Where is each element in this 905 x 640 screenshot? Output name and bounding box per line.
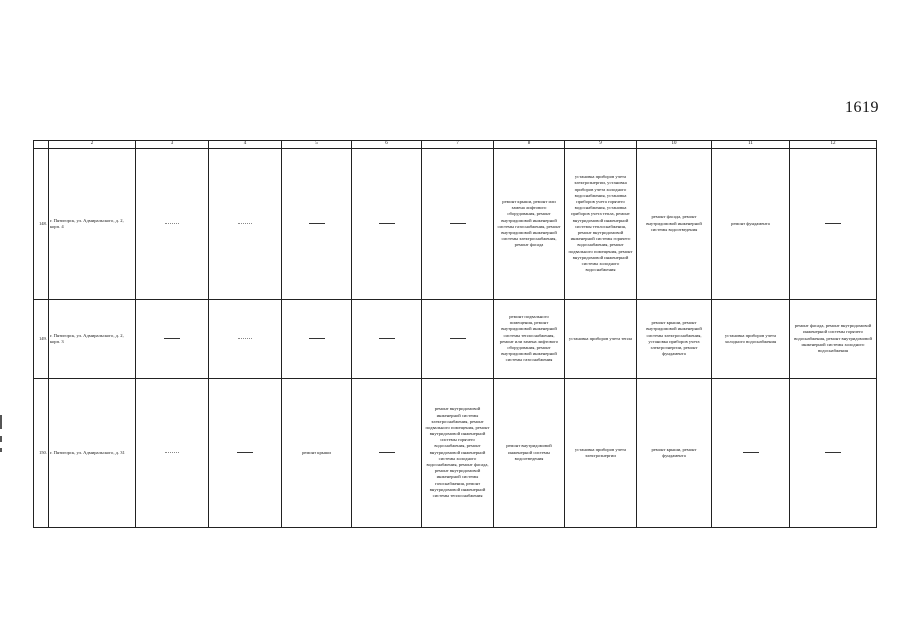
repair-schedule-table	[33, 140, 877, 528]
empty-dash-cell	[352, 378, 422, 527]
table-row	[34, 378, 877, 527]
column-header: 3	[136, 141, 209, 149]
work-cell: ремонт крыши	[282, 378, 352, 527]
empty-dash-cell	[282, 148, 352, 299]
dash-mark	[825, 223, 841, 224]
empty-dash-cell	[209, 299, 282, 378]
dash-mark	[379, 223, 395, 224]
work-cell: ремонт внутридомовой инженерной системы электроснабжения, ремонт подвального помещения, ремонт внутридомовой инженерной системы горячего водоснабжения, ремонт внутридомовой инженерной системы холодного водоснабжения, ремонт фасада, ремонт внутридомовой инженерной системы газоснабжения, ремонт внутридомовой инженерной системы теплоснабжения	[422, 378, 494, 527]
column-header	[34, 141, 49, 149]
empty-dash-cell	[136, 148, 209, 299]
work-cell: ремонт фасада, ремонт внутридомовой инженерной системы водоотведения	[637, 148, 712, 299]
dash-mark	[450, 223, 466, 224]
dash-mark	[450, 338, 466, 339]
dash-mark	[238, 223, 252, 224]
empty-dash-cell	[209, 148, 282, 299]
column-header: 2	[49, 141, 136, 149]
column-header: 8	[494, 141, 565, 149]
column-header: 9	[565, 141, 637, 149]
table-row	[34, 148, 877, 299]
empty-dash-cell	[136, 378, 209, 527]
scan-edge-mark	[0, 448, 2, 452]
work-cell: ремонт фундамента	[712, 148, 790, 299]
empty-dash-cell	[209, 378, 282, 527]
page-number: 1619	[845, 99, 879, 116]
work-cell: ремонт крыши, ремонт фундамента	[637, 378, 712, 527]
row-number: 148.	[34, 148, 49, 299]
dash-mark	[165, 452, 179, 453]
dash-mark	[238, 338, 252, 339]
column-number-row	[34, 141, 877, 149]
dash-mark	[379, 452, 395, 453]
empty-dash-cell	[790, 148, 877, 299]
work-cell: ремонт крыши, ремонт или замена лифтового оборудования, ремонт внутридомовой инженерной системы газоснабжения, ремонт внутридомовой инженерной системы электроснабжения, ремонт фасада	[494, 148, 565, 299]
column-header: 10	[637, 141, 712, 149]
dash-mark	[379, 338, 395, 339]
dash-mark	[237, 452, 253, 453]
empty-dash-cell	[352, 148, 422, 299]
scan-edge-mark	[0, 436, 2, 442]
table-row	[34, 299, 877, 378]
row-number: 149.	[34, 299, 49, 378]
row-number: 150.	[34, 378, 49, 527]
empty-dash-cell	[136, 299, 209, 378]
work-cell: установка приборов учета тепла	[565, 299, 637, 378]
column-header: 4	[209, 141, 282, 149]
address-cell: г. Пятигорск, ул. Адмиральского, д. 31	[49, 378, 136, 527]
empty-dash-cell	[422, 148, 494, 299]
empty-dash-cell	[352, 299, 422, 378]
dash-mark	[743, 452, 759, 453]
empty-dash-cell	[282, 299, 352, 378]
dash-mark	[165, 223, 179, 224]
column-header: 11	[712, 141, 790, 149]
work-cell: ремонт подвального помещения, ремонт внутридомовой инженерной системы теплоснабжения, ремонт или замена лифтового оборудования, ремонт внутридомовой инженерной системы газоснабжения	[494, 299, 565, 378]
column-header: 6	[352, 141, 422, 149]
empty-dash-cell	[790, 378, 877, 527]
dash-mark	[825, 452, 841, 453]
dash-mark	[164, 338, 180, 339]
dash-mark	[309, 338, 325, 339]
column-header: 5	[282, 141, 352, 149]
dash-mark	[309, 223, 325, 224]
work-cell: установка приборов учета электроэнергии, установка приборов учета холодного водоснабжения, установка приборов учета горячего водоснабжения, установка приборов учета тепла, ремонт внутридомовой инженерной системы теплоснабжения, ремонт внутридомовой инженерной системы горячего водоснабжения, ремонт подвального помещения, ремонт внутридомовой инженерной системы холодного водоснабжения	[565, 148, 637, 299]
work-cell: ремонт внутридомовой инженерной системы водоотведения	[494, 378, 565, 527]
work-cell: ремонт крыши, ремонт внутридомовой инженерной системы электроснабжения, установка приборов учета электроэнергии, ремонт фундамента	[637, 299, 712, 378]
column-header: 7	[422, 141, 494, 149]
column-header: 12	[790, 141, 877, 149]
work-cell: установка приборов учета холодного водоснабжения	[712, 299, 790, 378]
empty-dash-cell	[422, 299, 494, 378]
work-cell: ремонт фасада, ремонт внутридомовой инженерной системы горячего водоснабжения, ремонт внутридомовой инженерной системы холодного водоснабжения	[790, 299, 877, 378]
address-cell: г. Пятигорск, ул. Адмиральского, д. 2, корп. 4	[49, 148, 136, 299]
address-cell: г. Пятигорск, ул. Адмиральского, д. 2, корп. 3	[49, 299, 136, 378]
scan-edge-mark	[0, 415, 2, 429]
empty-dash-cell	[712, 378, 790, 527]
work-cell: установка приборов учета электроэнергии	[565, 378, 637, 527]
